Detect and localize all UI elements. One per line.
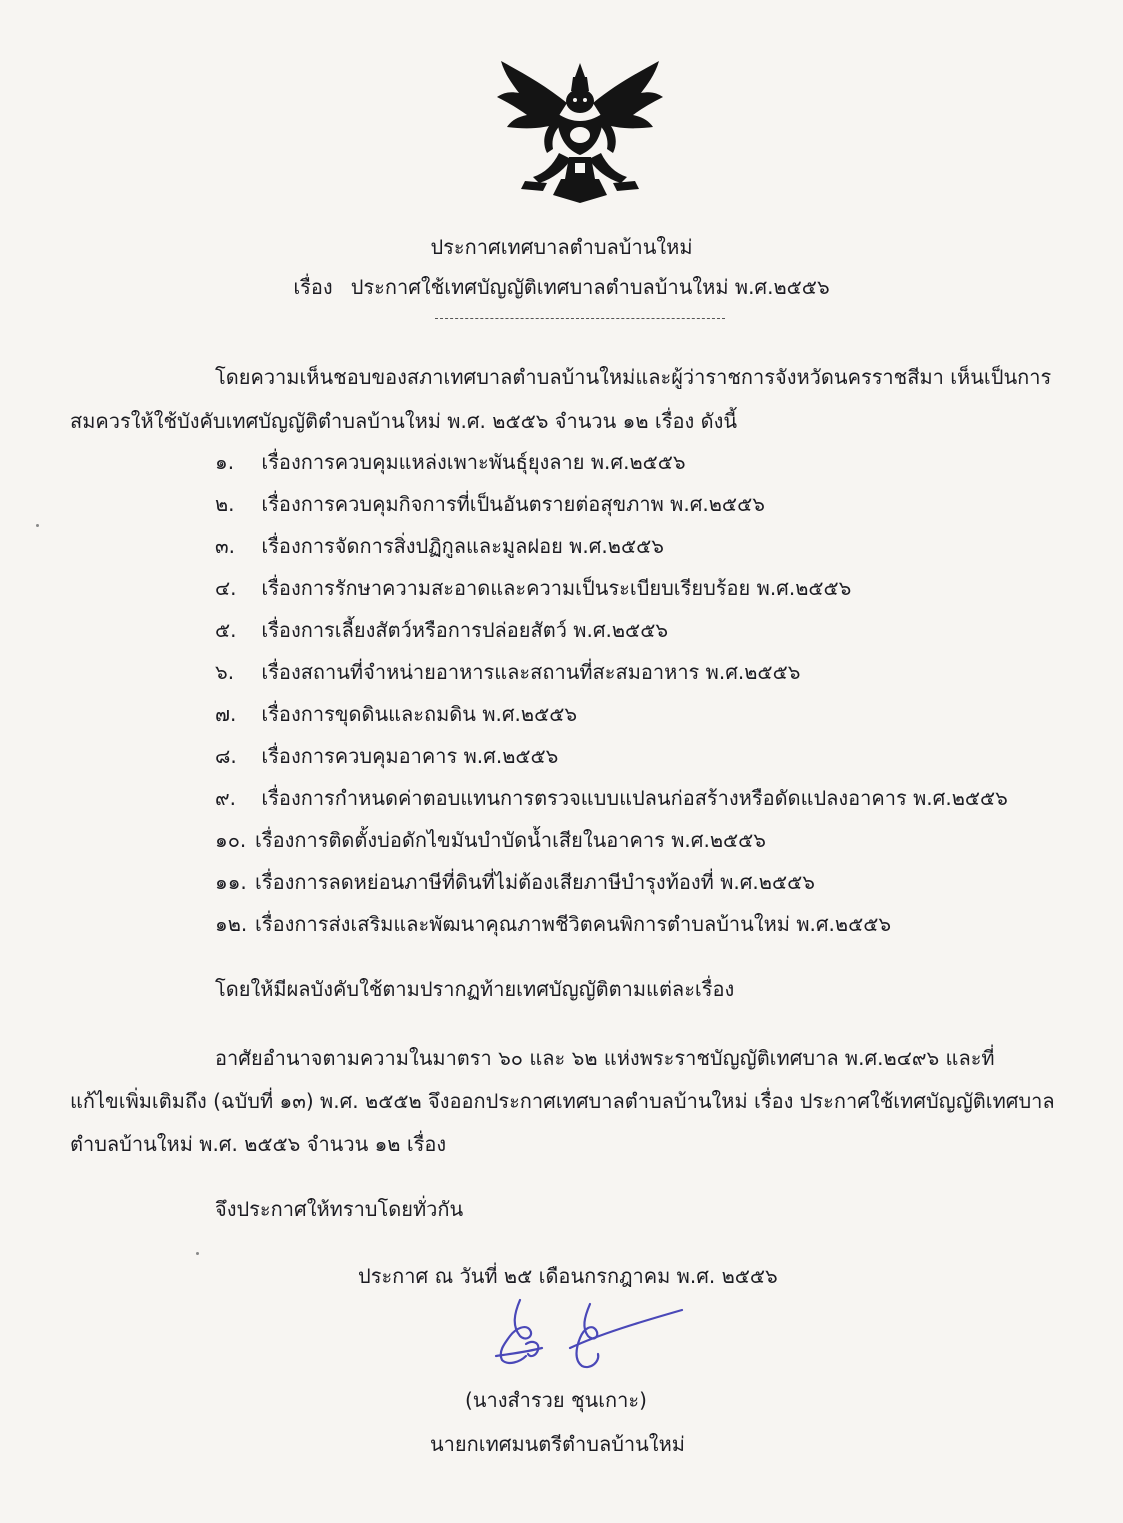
list-item-text: เรื่องสถานที่จำหน่ายอาหารและสถานที่สะสมอาหาร พ.ศ.๒๕๕๖: [255, 660, 801, 684]
effect-paragraph: โดยให้มีผลบังคับใช้ตามปรากฏท้ายเทศบัญญัติตามแต่ละเรื่อง: [215, 977, 735, 1001]
list-item: [215, 741, 1008, 783]
list-item-text: เรื่องการควบคุมแหล่งเพาะพันธุ์ยุงลาย พ.ศ.๒๕๕๖: [255, 450, 686, 474]
scan-speck: [36, 524, 39, 527]
list-item-text: เรื่องการลดหย่อนภาษีที่ดินที่ไม่ต้องเสียภาษีบำรุงท้องที่ พ.ศ.๒๕๕๖: [255, 870, 815, 894]
list-item-number: ๑๐.: [215, 828, 247, 852]
announcement-title: ประกาศเทศบาลตำบลบ้านใหม่: [430, 235, 693, 259]
list-item-number: ๑.: [215, 450, 235, 474]
list-item-text: เรื่องการรักษาความสะอาดและความเป็นระเบียบเรียบร้อย พ.ศ.๒๕๕๖: [255, 576, 852, 600]
subject-label: เรื่อง: [293, 275, 333, 299]
list-item: [215, 699, 1008, 741]
list-item-text: เรื่องการจัดการสิ่งปฏิกูลและมูลฝอย พ.ศ.๒๕๕๖: [255, 534, 664, 558]
intro-line-1: โดยความเห็นชอบของสภาเทศบาลตำบลบ้านใหม่และผู้ว่าราชการจังหวัดนครราชสีมา เห็นเป็นการ: [215, 365, 1052, 389]
list-item-text: เรื่องการขุดดินและถมดิน พ.ศ.๒๕๕๖: [255, 702, 578, 726]
list-item-number: ๕.: [215, 618, 237, 642]
list-item-number: ๘.: [215, 744, 237, 768]
list-item: [215, 447, 1008, 489]
list-item: [215, 825, 1008, 867]
list-item: [215, 867, 1008, 909]
authority-line-2: แก้ไขเพิ่มเติมถึง (ฉบับที่ ๑๓) พ.ศ. ๒๕๕๒ จึงออกประกาศเทศบาลตำบลบ้านใหม่ เรื่อง ประกาศใช้เทศบัญญัติเทศบาล: [70, 1089, 1055, 1113]
list-item: [215, 531, 1008, 573]
list-item-text: เรื่องการควบคุมกิจการที่เป็นอันตรายต่อสุขภาพ พ.ศ.๒๕๕๖: [255, 492, 765, 516]
announcement-subject: [0, 271, 1123, 303]
list-item: [215, 573, 1008, 615]
ordinance-list: [215, 447, 1008, 951]
signer-name: (นางสำรวย ชุนเกาะ): [465, 1388, 647, 1412]
signer-title: นายกเทศมนตรีตำบลบ้านใหม่: [430, 1432, 685, 1456]
list-item-text: เรื่องการติดตั้งบ่อดักไขมันบำบัดน้ำเสียในอาคาร พ.ศ.๒๕๕๖: [255, 828, 766, 852]
list-item-number: ๗.: [215, 702, 237, 726]
list-item-number: ๒.: [215, 492, 235, 516]
list-item: [215, 909, 1008, 951]
signature-mark: [490, 1296, 685, 1376]
list-item-number: ๑๒.: [215, 912, 248, 936]
list-item: [215, 489, 1008, 531]
header-divider: [435, 318, 725, 319]
notice-paragraph: จึงประกาศให้ทราบโดยทั่วกัน: [215, 1197, 464, 1221]
intro-line-2: สมควรให้ใช้บังคับเทศบัญญัติตำบลบ้านใหม่ พ.ศ. ๒๕๕๖ จำนวน ๑๒ เรื่อง ดังนี้: [70, 409, 738, 433]
authority-line-3: ตำบลบ้านใหม่ พ.ศ. ๒๕๕๖ จำนวน ๑๒ เรื่อง: [70, 1132, 447, 1156]
list-item-text: เรื่องการเลี้ยงสัตว์หรือการปล่อยสัตว์ พ.ศ.๒๕๕๖: [255, 618, 669, 642]
list-item-text: เรื่องการกำหนดค่าตอบแทนการตรวจแบบแปลนก่อสร้างหรือดัดแปลงอาคาร พ.ศ.๒๕๕๖: [255, 786, 1008, 810]
list-item-number: ๑๑.: [215, 870, 247, 894]
list-item-number: ๙.: [215, 786, 237, 810]
authority-line-1: อาศัยอำนาจตามความในมาตรา ๖๐ และ ๖๒ แห่งพระราชบัญญัติเทศบาล พ.ศ.๒๔๙๖ และที่: [215, 1046, 995, 1070]
list-item: [215, 783, 1008, 825]
garuda-emblem-icon: [495, 45, 665, 205]
list-item: [215, 615, 1008, 657]
list-item-number: ๔.: [215, 576, 237, 600]
scan-speck: [196, 1252, 199, 1255]
list-item-text: เรื่องการส่งเสริมและพัฒนาคุณภาพชีวิตคนพิการตำบลบ้านใหม่ พ.ศ.๒๕๕๖: [255, 912, 892, 936]
announcement-date: ประกาศ ณ วันที่ ๒๕ เดือนกรกฎาคม พ.ศ. ๒๕๕๖: [358, 1264, 778, 1288]
list-item-text: เรื่องการควบคุมอาคาร พ.ศ.๒๕๕๖: [255, 744, 559, 768]
list-item-number: ๖.: [215, 660, 235, 684]
subject-text: ประกาศใช้เทศบัญญัติเทศบาลตำบลบ้านใหม่ พ.ศ.๒๕๕๖: [350, 275, 830, 299]
list-item-number: ๓.: [215, 534, 236, 558]
list-item: [215, 657, 1008, 699]
